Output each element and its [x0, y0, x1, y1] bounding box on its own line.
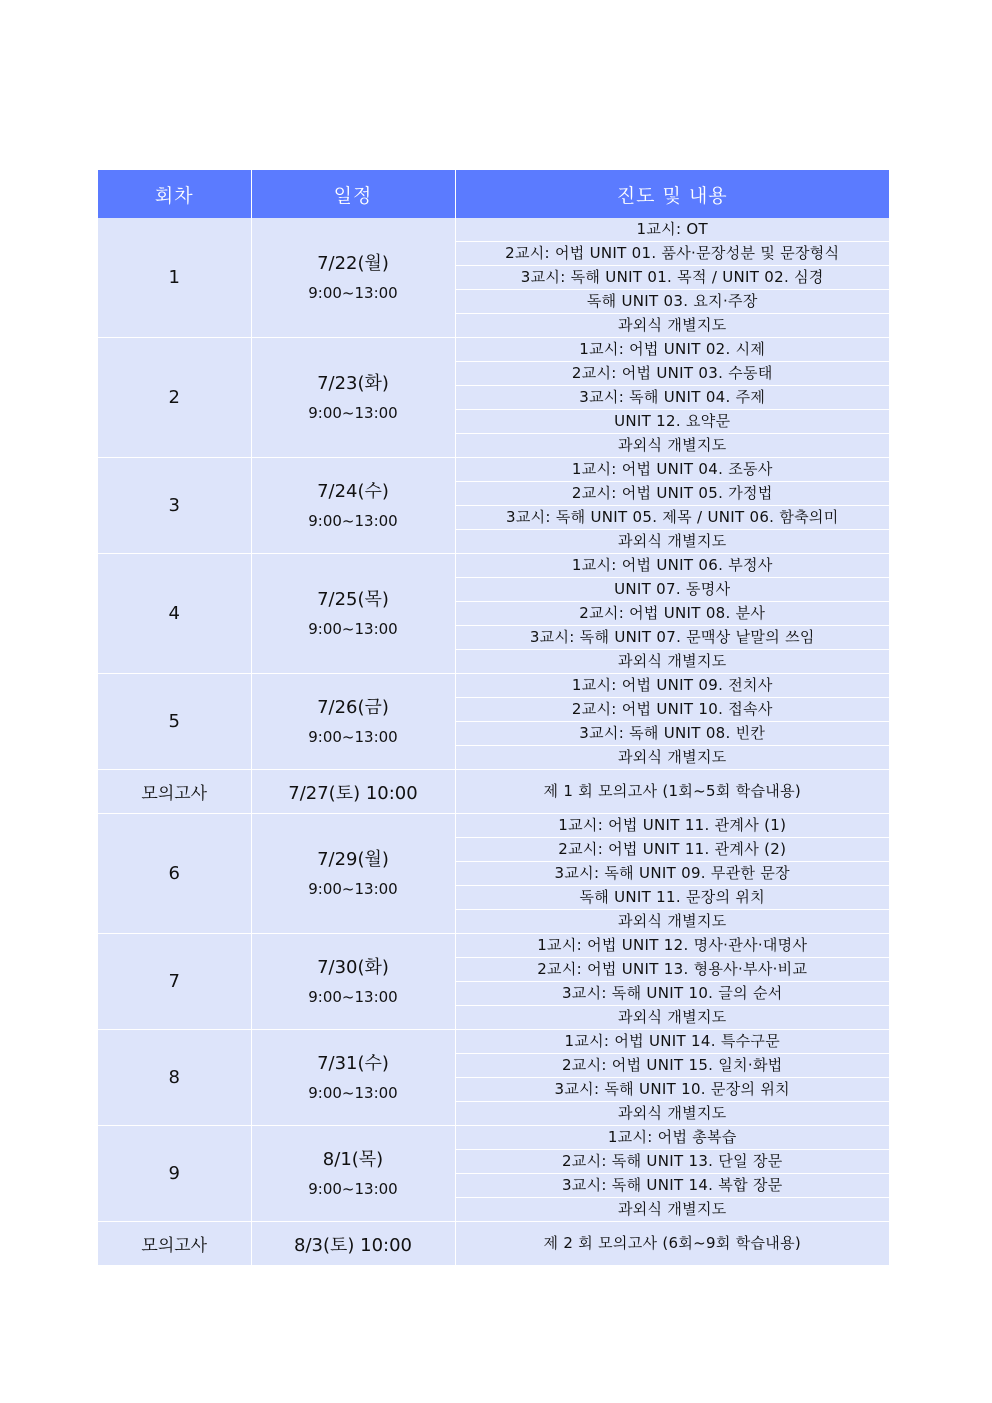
round-cell: 2 — [98, 338, 251, 458]
session-date: 7/26(금) — [317, 696, 389, 718]
content-item: 과외식 개별지도 — [455, 1102, 889, 1126]
round-cell: 모의고사 — [98, 770, 251, 814]
content-item: 3교시: 독해 UNIT 05. 제목 / UNIT 06. 함축의미 — [455, 506, 889, 530]
content-item: 1교시: 어법 UNIT 02. 시제 — [455, 338, 889, 362]
session-date: 7/25(목) — [317, 588, 389, 610]
header-content: 진도 및 내용 — [455, 170, 889, 218]
date-cell — [251, 1030, 455, 1126]
exam-content-cell: 제 2 회 모의고사 (6회~9회 학습내용) — [455, 1222, 889, 1266]
content-item: 과외식 개별지도 — [455, 910, 889, 934]
content-item: 3교시: 독해 UNIT 01. 목적 / UNIT 02. 심경 — [455, 266, 889, 290]
date-cell: 8/3(토) 10:00 — [251, 1222, 455, 1266]
date-cell — [251, 458, 455, 554]
date-cell — [251, 934, 455, 1030]
content-item: 3교시: 독해 UNIT 08. 빈칸 — [455, 722, 889, 746]
session-row — [98, 934, 889, 958]
round-cell: 3 — [98, 458, 251, 554]
table-header — [98, 170, 889, 218]
content-item: 3교시: 독해 UNIT 04. 주제 — [455, 386, 889, 410]
session-time: 9:00~13:00 — [308, 1083, 398, 1102]
content-item: 2교시: 어법 UNIT 08. 분사 — [455, 602, 889, 626]
date-cell — [251, 338, 455, 458]
session-row — [98, 674, 889, 698]
content-item: 과외식 개별지도 — [455, 650, 889, 674]
content-item: 1교시: 어법 UNIT 12. 명사·관사·대명사 — [455, 934, 889, 958]
round-cell: 8 — [98, 1030, 251, 1126]
content-item: UNIT 12. 요약문 — [455, 410, 889, 434]
content-item: 2교시: 어법 UNIT 13. 형용사·부사·비교 — [455, 958, 889, 982]
content-item: 2교시: 어법 UNIT 15. 일치·화법 — [455, 1054, 889, 1078]
content-item: 과외식 개별지도 — [455, 530, 889, 554]
content-item: 독해 UNIT 11. 문장의 위치 — [455, 886, 889, 910]
round-cell: 9 — [98, 1126, 251, 1222]
content-item: 과외식 개별지도 — [455, 1198, 889, 1222]
session-time: 9:00~13:00 — [308, 403, 398, 422]
table-body — [98, 218, 889, 1266]
content-item: 2교시: 독해 UNIT 13. 단일 장문 — [455, 1150, 889, 1174]
content-item: 독해 UNIT 03. 요지·주장 — [455, 290, 889, 314]
session-row — [98, 814, 889, 838]
content-item: 2교시: 어법 UNIT 10. 접속사 — [455, 698, 889, 722]
session-date: 8/1(목) — [322, 1148, 384, 1170]
content-item: 1교시: OT — [455, 218, 889, 242]
session-date: 7/22(월) — [317, 252, 389, 274]
content-item: 2교시: 어법 UNIT 03. 수동태 — [455, 362, 889, 386]
session-time: 9:00~13:00 — [308, 511, 398, 530]
session-time: 9:00~13:00 — [308, 1179, 398, 1198]
content-item: 1교시: 어법 UNIT 04. 조동사 — [455, 458, 889, 482]
exam-content-cell: 제 1 회 모의고사 (1회~5회 학습내용) — [455, 770, 889, 814]
session-time: 9:00~13:00 — [308, 283, 398, 302]
content-item: 과외식 개별지도 — [455, 314, 889, 338]
round-cell: 4 — [98, 554, 251, 674]
content-item: 3교시: 독해 UNIT 14. 복합 장문 — [455, 1174, 889, 1198]
session-time: 9:00~13:00 — [308, 879, 398, 898]
content-item: 3교시: 독해 UNIT 10. 문장의 위치 — [455, 1078, 889, 1102]
session-date: 7/23(화) — [317, 372, 389, 394]
session-row — [98, 554, 889, 578]
session-row — [98, 1126, 889, 1150]
schedule-table — [98, 170, 889, 1266]
content-item: 1교시: 어법 UNIT 11. 관계사 (1) — [455, 814, 889, 838]
content-item: 과외식 개별지도 — [455, 1006, 889, 1030]
header-date: 일정 — [251, 170, 455, 218]
session-row — [98, 458, 889, 482]
content-item: UNIT 07. 동명사 — [455, 578, 889, 602]
date-cell — [251, 814, 455, 934]
session-date: 7/30(화) — [317, 956, 389, 978]
session-date: 7/29(월) — [317, 848, 389, 870]
session-row — [98, 218, 889, 242]
content-item: 3교시: 독해 UNIT 09. 무관한 문장 — [455, 862, 889, 886]
content-item: 2교시: 어법 UNIT 01. 품사·문장성분 및 문장형식 — [455, 242, 889, 266]
session-time: 9:00~13:00 — [308, 619, 398, 638]
content-item: 과외식 개별지도 — [455, 746, 889, 770]
session-date: 7/31(수) — [317, 1052, 389, 1074]
round-cell: 7 — [98, 934, 251, 1030]
date-cell — [251, 674, 455, 770]
content-item: 3교시: 독해 UNIT 07. 문맥상 낱말의 쓰임 — [455, 626, 889, 650]
content-item: 2교시: 어법 UNIT 11. 관계사 (2) — [455, 838, 889, 862]
content-item: 3교시: 독해 UNIT 10. 글의 순서 — [455, 982, 889, 1006]
session-time: 9:00~13:00 — [308, 987, 398, 1006]
date-cell — [251, 1126, 455, 1222]
content-item: 1교시: 어법 UNIT 06. 부정사 — [455, 554, 889, 578]
content-item: 1교시: 어법 UNIT 14. 특수구문 — [455, 1030, 889, 1054]
round-cell: 모의고사 — [98, 1222, 251, 1266]
round-cell: 1 — [98, 218, 251, 338]
round-cell: 6 — [98, 814, 251, 934]
content-item: 1교시: 어법 UNIT 09. 전치사 — [455, 674, 889, 698]
header-round: 회차 — [98, 170, 251, 218]
round-cell: 5 — [98, 674, 251, 770]
content-item: 과외식 개별지도 — [455, 434, 889, 458]
date-cell: 7/27(토) 10:00 — [251, 770, 455, 814]
content-item: 1교시: 어법 총복습 — [455, 1126, 889, 1150]
session-time: 9:00~13:00 — [308, 727, 398, 746]
session-row — [98, 1030, 889, 1054]
exam-row — [98, 1222, 889, 1266]
exam-row — [98, 770, 889, 814]
date-cell — [251, 554, 455, 674]
content-item: 2교시: 어법 UNIT 05. 가정법 — [455, 482, 889, 506]
session-date: 7/24(수) — [317, 480, 389, 502]
session-row — [98, 338, 889, 362]
date-cell — [251, 218, 455, 338]
